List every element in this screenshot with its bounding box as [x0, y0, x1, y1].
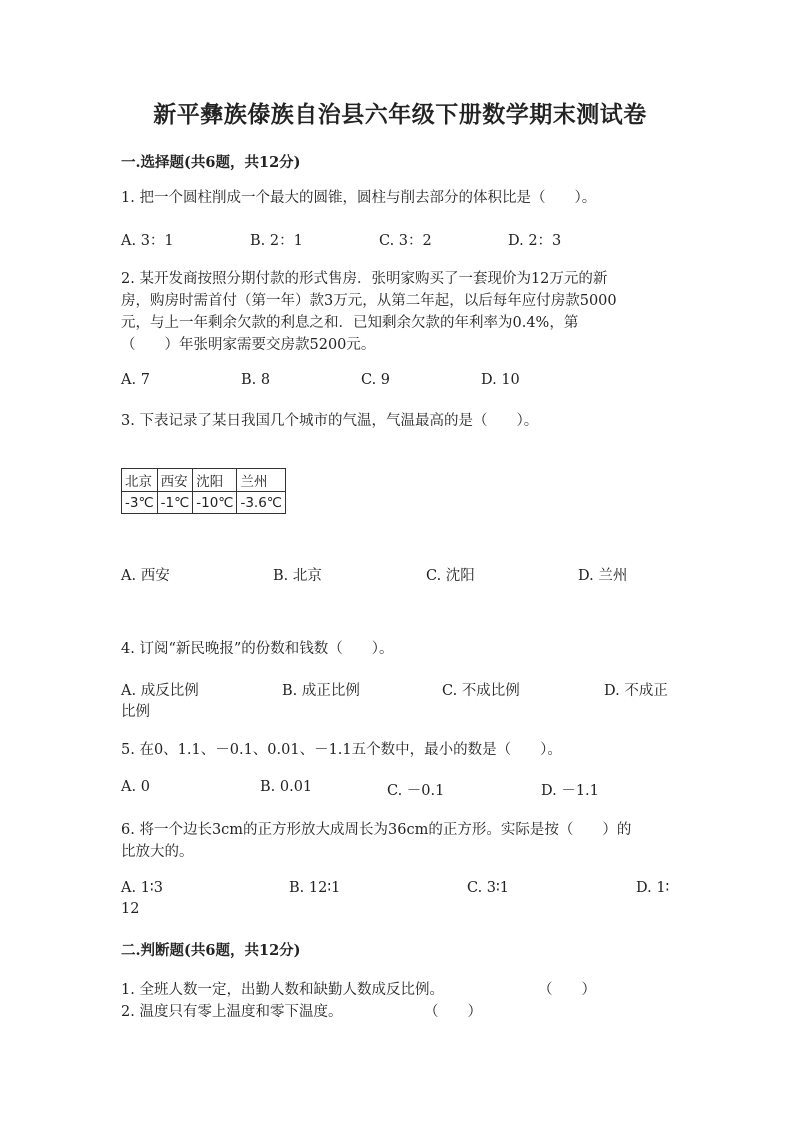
q4-option-d: D. 不成正	[604, 683, 668, 699]
q5-option-a: A. 0	[121, 779, 150, 795]
q6-option-d: D. 1∶	[636, 880, 670, 896]
section-heading-judgment: 二.判断题(共6题，共12分)	[121, 942, 301, 959]
q3-option-d: D. 兰州	[578, 568, 628, 584]
q1-option-a: A. 3：1	[121, 233, 174, 249]
temp-cell: -3℃	[122, 492, 158, 514]
temperature-table	[121, 468, 286, 514]
q6-option-c: C. 3∶1	[467, 880, 510, 896]
city-cell: 兰州	[237, 469, 286, 492]
q2-option-c: C. 9	[361, 372, 391, 388]
q5-option-d: D. －1.1	[541, 783, 599, 799]
question-4-text: 4. 订阅“新民晚报”的份数和钱数（ ）。	[121, 641, 394, 657]
section-heading-choice: 一.选择题(共6题，共12分)	[121, 154, 301, 171]
question-2-line-2: 房，购房时需首付（第一年）款3万元，从第二年起，以后每年应付房款5000	[121, 293, 617, 309]
q2-option-d: D. 10	[481, 372, 520, 388]
temp-cell: -10℃	[193, 492, 237, 514]
q3-option-b: B. 北京	[273, 568, 322, 584]
temp-cell: -1℃	[157, 492, 193, 514]
judgment-2-text: 2. 温度只有零上温度和零下温度。	[121, 1004, 343, 1020]
question-2-line-4: （ ）年张明家需要交房款5200元。	[121, 337, 376, 353]
q1-option-c: C. 3：2	[379, 233, 432, 249]
city-cell: 西安	[157, 469, 193, 492]
table-row-temps	[122, 492, 286, 514]
question-3-text: 3. 下表记录了某日我国几个城市的气温，气温最高的是（ ）。	[121, 413, 539, 429]
q6-option-a: A. 1∶3	[121, 880, 163, 896]
judgment-1-answer-blank: （ ）	[538, 982, 596, 998]
q4-option-b: B. 成正比例	[282, 683, 360, 699]
temp-cell: -3.6℃	[237, 492, 286, 514]
q4-option-c: C. 不成比例	[442, 683, 520, 699]
q2-option-a: A. 7	[121, 372, 150, 388]
question-1-text: 1. 把一个圆柱削成一个最大的圆锥，圆柱与削去部分的体积比是（ ）。	[121, 190, 597, 206]
q3-option-a: A. 西安	[121, 568, 170, 584]
question-2-line-3: 元，与上一年剩余欠款的利息之和．已知剩余欠款的年利率为0.4%，第	[121, 315, 579, 331]
q4-option-d-continuation: 比例	[121, 704, 150, 720]
city-cell: 北京	[122, 469, 158, 492]
question-6-line-1: 6. 将一个边长3cm的正方形放大成周长为36cm的正方形。实际是按（ ）的	[121, 822, 632, 838]
q1-option-d: D. 2：3	[508, 233, 562, 249]
table-row-cities	[122, 469, 286, 492]
page-title: 新平彝族傣族自治县六年级下册数学期末测试卷	[153, 101, 647, 128]
q6-option-b: B. 12∶1	[289, 880, 341, 896]
q3-option-c: C. 沈阳	[426, 568, 475, 584]
judgment-1-text: 1. 全班人数一定，出勤人数和缺勤人数成反比例。	[121, 982, 444, 998]
q5-option-c: C. －0.1	[387, 783, 445, 799]
q2-option-b: B. 8	[241, 372, 271, 388]
q5-option-b: B. 0.01	[260, 779, 313, 795]
q4-option-a: A. 成反比例	[121, 683, 199, 699]
question-6-line-2: 比放大的。	[121, 844, 194, 860]
q1-option-b: B. 2：1	[250, 233, 303, 249]
city-cell: 沈阳	[193, 469, 237, 492]
judgment-2-answer-blank: （ ）	[424, 1004, 482, 1020]
question-5-text: 5. 在0、1.1、－0.1、0.01、－1.1五个数中，最小的数是（ ）。	[121, 742, 562, 758]
q6-option-d-continuation: 12	[121, 901, 140, 917]
question-2-line-1: 2. 某开发商按照分期付款的形式售房．张明家购买了一套现价为12万元的新	[121, 271, 608, 287]
